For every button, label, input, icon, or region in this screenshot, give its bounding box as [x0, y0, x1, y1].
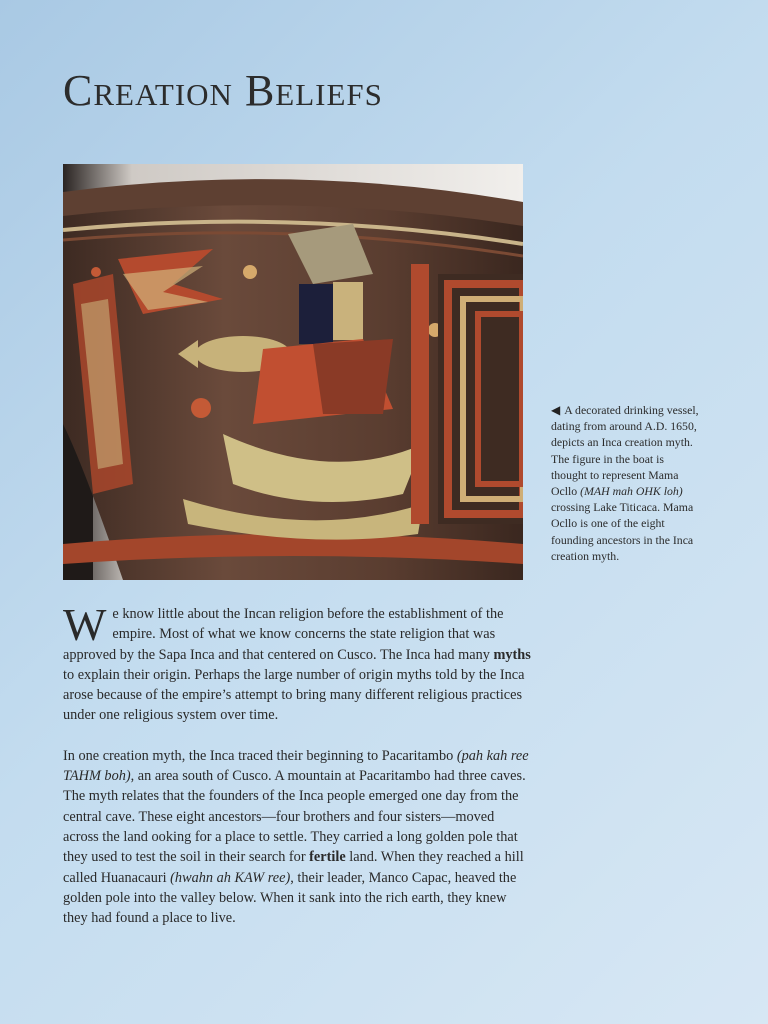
pronunciation-huanacauri: (hwahn ah KAW ree): [170, 869, 291, 886]
glossary-term-fertile: fertile: [309, 849, 346, 866]
p2-text-d: , their leader, Manco Capac, heaved the golden pole into the valley below. When it sank into the rich earth, they knew they had found a place to live.: [63, 869, 517, 927]
p2-text-b: , an area south of Cusco. A mountain at Pacaritambo had three caves. The myth relates that the founders of the Inca people emerged one day from the central cave. These eight ancestors—four brothers and four sisters—moved across the land ooking for a place to settle. They carried a long golden pole that they used to test the soil in their search for: [63, 768, 526, 866]
p2-text-a: In one creation myth, the Inca traced their beginning to Pacaritambo: [63, 747, 457, 764]
decorated-drinking-vessel-photo: [63, 164, 523, 580]
vessel-illustration: [63, 164, 523, 580]
page-title: Creation Beliefs: [63, 66, 383, 115]
paragraph-1: [63, 599, 533, 726]
caption-text-1: A decorated drinking vessel, dating from around A.D. 1650, depicts an Inca creation myth. The figure in the boat is thought to represent Mama Ocllo: [551, 403, 699, 499]
figure-caption: [551, 402, 701, 564]
glossary-term-myths: myths: [493, 646, 531, 663]
p1-text-a: e know little about the Incan religion before the establishment of the empire. Most of what we know concerns the state religion that was approved by the Sapa Inca and that centered on Cusco. The Inca had many: [63, 606, 504, 663]
caption-text-2: crossing Lake Titicaca. Mama Ocllo is one of the eight founding ancestors in the Inca creation myth.: [551, 500, 694, 563]
pronunciation-pacaritambo: (pah kah ree TAHM boh): [63, 747, 529, 785]
left-pointer-icon: ◀: [551, 403, 561, 417]
p2-text-c: land. When they reached a hill called Huanacauri: [63, 849, 524, 886]
article-body: [63, 599, 533, 948]
paragraph-2: [63, 746, 533, 929]
caption-pronunciation: (MAH mah OHK loh): [580, 484, 683, 499]
p1-text-b: to explain their origin. Perhaps the large number of origin myths told by the Inca arose because of the empire’s attempt to bring many different religious practices under one religious system over time.: [63, 666, 525, 724]
drop-cap: W: [63, 599, 107, 650]
